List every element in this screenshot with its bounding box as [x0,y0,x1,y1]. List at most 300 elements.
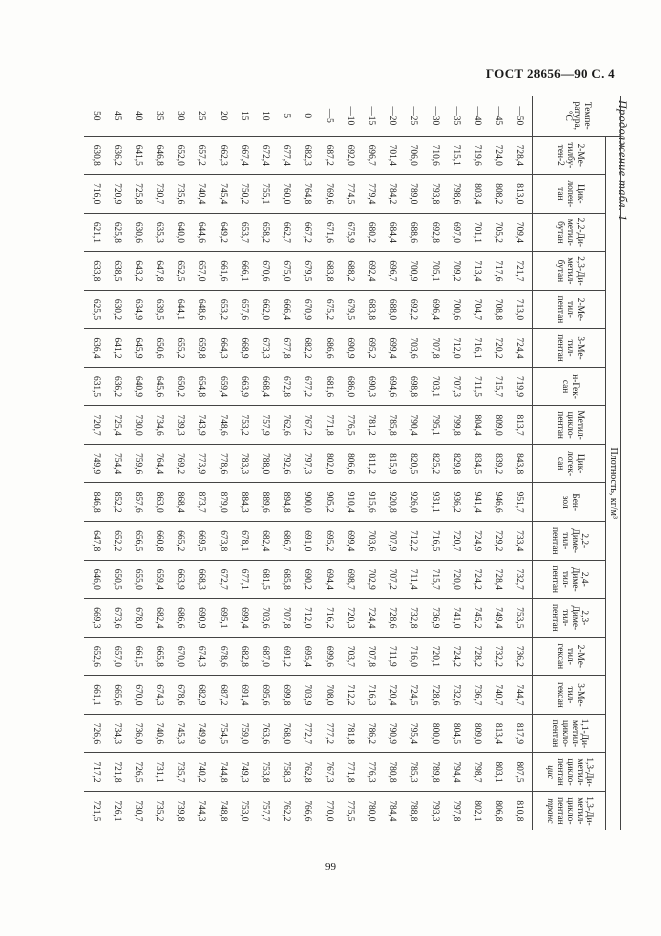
column-header [533,136,606,175]
density-cell: 936,2 [444,483,465,522]
density-cell: 696,7 [360,136,381,175]
column-header-line: пентан [555,295,566,324]
column-header-line: пентан [550,604,561,632]
table-row [127,96,148,830]
density-cell: 712,0 [296,599,317,638]
density-cell: 660,8 [148,521,169,560]
density-cell: 711,9 [381,637,402,676]
density-cell: 674,3 [148,676,169,715]
density-cell: 749,9 [84,444,105,483]
density-cell: 728,4 [487,560,508,599]
density-cell: 740,2 [190,753,211,792]
density-cell: 884,3 [233,483,254,522]
density-cell: 682,3 [296,136,317,175]
density-cell: 659,8 [190,329,211,368]
density-cell: 707,8 [360,637,381,676]
density-cell: 813,4 [487,714,508,753]
density-cell: 813,0 [508,175,533,214]
density-cell: 646,8 [148,136,169,175]
column-header-line: пентан [555,334,566,362]
density-cell: 735,6 [169,175,190,214]
density-cell: 789,0 [402,175,423,214]
temperature-cell: —15 [365,106,376,126]
column-header-line: 3-Ме- [574,336,585,360]
density-cell: 852,2 [105,483,126,522]
density-cell: 749,3 [233,753,254,792]
column-header-line: логек- [564,451,575,477]
column-header-line: цикло- [564,411,575,439]
temperature-cell: 20 [217,111,228,121]
column-header-line: гексан [555,682,566,708]
column-header-line: 1,3-Ди- [584,796,595,826]
density-cell: 764,8 [296,175,317,214]
column-header-line: тил- [560,532,570,550]
column-header-line: сан [555,456,566,471]
column-header [533,406,606,445]
density-cell: 728,6 [381,599,402,638]
temperature-cell: 0 [302,113,313,119]
density-cell: 775,5 [339,791,360,830]
column-header-line: 2,2-Ди- [574,217,585,248]
density-cell: 644,1 [169,290,190,329]
density-cell: 788,0 [254,444,275,483]
density-cell: 720,2 [487,329,508,368]
table-row [317,96,338,830]
density-cell: 716,1 [466,329,487,368]
density-cell: 670,9 [296,290,317,329]
column-header [533,637,606,676]
density-cell: 753,8 [254,753,275,792]
temperature-cell: —30 [429,106,440,126]
density-cell: 653,7 [233,213,254,252]
density-cell: 707,2 [381,560,402,599]
density-cell: 672,8 [275,367,296,406]
density-cell: 709,4 [508,213,533,252]
density-cell: 846,8 [84,483,105,522]
density-cell: 750,2 [233,175,254,214]
density-cell: 726,5 [127,753,148,792]
density-cell: 663,9 [169,560,190,599]
density-cell: 657,6 [233,290,254,329]
density-cell: 778,6 [211,444,232,483]
column-header-line: зол [560,495,570,509]
density-cell: 690,9 [339,329,360,368]
density-cell: 707,3 [444,367,465,406]
density-cell: 730,7 [148,175,169,214]
column-header [533,753,606,792]
column-header-line: пентан [555,411,566,439]
density-cell: 635,3 [148,213,169,252]
header-row-group [606,96,621,830]
density-cell: 655,0 [127,560,148,599]
density-cell: 785,3 [402,753,423,792]
density-cell: 694,6 [381,367,402,406]
column-header-line: 2-Ме- [574,644,585,669]
density-cell: 677,1 [233,560,254,599]
density-cell: 806,6 [339,444,360,483]
density-cell: 740,4 [190,175,211,214]
density-cell: 687,2 [211,676,232,715]
density-cell: 687,0 [254,637,275,676]
density-cell: 729,2 [487,521,508,560]
density-cell: 744,7 [508,676,533,715]
density-cell: 668,9 [233,329,254,368]
column-header-line: цикло- [564,797,575,825]
column-header-line: метил- [574,758,585,786]
density-cell: 799,8 [444,406,465,445]
density-cell: 621,1 [84,213,105,252]
density-cell: 707,8 [275,599,296,638]
density-cell: 683,8 [360,290,381,329]
density-cell: 803,1 [487,753,508,792]
density-cell: 712,2 [339,676,360,715]
density-cell: 736,0 [127,714,148,753]
column-header-line: пентан [555,758,566,786]
temperature-cell: 35 [154,111,165,121]
density-cell: 699,4 [233,599,254,638]
density-cell: 672,4 [254,136,275,175]
column-header-line: 1,3-Ди- [584,757,595,787]
density-cell: 703,9 [296,676,317,715]
column-header-line: тил- [564,686,575,704]
column-header [533,444,606,483]
table-row [381,96,402,830]
density-cell: 655,2 [169,329,190,368]
density-cell: 703,6 [360,521,381,560]
density-cell: 674,3 [190,637,211,676]
density-cell: 697,0 [444,213,465,252]
density-cell: 634,9 [127,290,148,329]
density-cell: 708,8 [487,290,508,329]
density-cell: 713,4 [466,252,487,291]
density-cell: 783,3 [233,444,254,483]
temperature-cell: 45 [111,111,122,121]
density-cell: 748,8 [211,791,232,830]
density-cell: 732,2 [487,637,508,676]
density-cell: 732,6 [444,676,465,715]
density-cell: 650,6 [148,329,169,368]
density-cell: 712,2 [402,521,423,560]
density-cell: 815,9 [381,444,402,483]
density-cell: 735,2 [148,791,169,830]
density-cell: 863,0 [148,483,169,522]
density-cell: 757,9 [254,406,275,445]
density-cell: 781,8 [339,714,360,753]
density-cell: 669,3 [84,599,105,638]
density-cell: 700,9 [402,252,423,291]
density-cell: 739,3 [169,406,190,445]
density-cell: 664,3 [211,329,232,368]
density-cell: 762,6 [275,406,296,445]
density-cell: 702,9 [360,560,381,599]
density-cell: 694,4 [317,560,338,599]
density-cell: 797,8 [444,791,465,830]
density-cell: 716,0 [84,175,105,214]
density-cell: 649,2 [211,213,232,252]
column-header [533,290,606,329]
density-cell: 704,7 [466,290,487,329]
density-cell: 772,7 [296,714,317,753]
column-header [533,213,606,252]
density-cell: 740,6 [148,714,169,753]
density-cell: 661,1 [84,676,105,715]
density-cell: 666,4 [275,290,296,329]
density-cell: 688,6 [402,213,423,252]
temperature-cell: —20 [387,106,398,126]
density-cell: 670,6 [254,252,275,291]
density-cell: 680,2 [360,213,381,252]
density-cell: 762,2 [275,791,296,830]
density-cell: 638,5 [105,252,126,291]
density-cell: 926,0 [402,483,423,522]
column-header-line: пентан [555,797,566,825]
temperature-cell: 25 [196,111,207,121]
density-cell: 703,1 [423,367,444,406]
density-cell: 720,7 [444,521,465,560]
density-cell: 768,0 [275,714,296,753]
density-cell: 802,1 [466,791,487,830]
table-row [233,96,254,830]
temperature-cell: —40 [471,106,482,126]
density-cell: 879,0 [211,483,232,522]
column-header-line: Диме- [569,528,580,554]
density-cell: 767,3 [317,753,338,792]
density-cell: 647,8 [84,521,105,560]
density-cell: 804,4 [466,406,487,445]
density-cell: 703,6 [254,599,275,638]
column-header-line: пентан [550,719,561,748]
temperature-cell: 5 [281,113,292,119]
column-header-line: 2,2- [579,533,590,549]
density-cell: 639,5 [148,290,169,329]
density-cell: 686,0 [339,367,360,406]
density-cell: 810,8 [508,791,533,830]
density-cell: 679,5 [296,252,317,291]
density-cell: 668,3 [190,560,211,599]
density-cell: 686,6 [169,599,190,638]
column-header-line: 2,4- [579,571,590,587]
density-cell: 625,8 [105,213,126,252]
density-cell: 724,0 [487,136,508,175]
density-cell: 640,0 [169,213,190,252]
table-row [360,96,381,830]
density-cell: 665,8 [148,637,169,676]
temperature-header-line: °С [562,110,573,121]
density-cell: 749,9 [190,714,211,753]
density-cell: 715,1 [444,136,465,175]
density-cell: 682,9 [190,676,211,715]
density-cell: 630,6 [127,213,148,252]
density-table [84,96,621,830]
density-cell: 784,2 [381,175,402,214]
density-cell: 839,2 [487,444,508,483]
density-cell: 698,8 [402,367,423,406]
density-cell: 695,4 [296,637,317,676]
density-cell: 656,5 [127,521,148,560]
density-cell: 673,8 [211,521,232,560]
density-cell: 739,8 [169,791,190,830]
density-cell: 652,6 [84,637,105,676]
density-cell: 695,2 [360,329,381,368]
density-cell: 767,2 [296,406,317,445]
density-cell: 813,7 [508,406,533,445]
table-row [211,96,232,830]
density-cell: 662,0 [254,290,275,329]
temperature-header [533,96,621,136]
density-cell: 728,6 [423,676,444,715]
density-cell: 710,6 [423,136,444,175]
density-cell: 699,4 [339,521,360,560]
density-cell: 662,3 [211,136,232,175]
density-cell: 889,6 [254,483,275,522]
table-row [84,96,105,830]
density-cell: 678,1 [233,521,254,560]
table-row [339,96,360,830]
density-cell: 811,2 [360,444,381,483]
density-cell: 720,7 [84,406,105,445]
density-cell: 659,4 [148,560,169,599]
column-header [533,252,606,291]
density-cell: 677,8 [275,329,296,368]
density-cell: 716,2 [317,599,338,638]
temperature-cell: 40 [132,111,143,121]
column-header-line: 2,3- [579,610,590,626]
density-cell: 951,7 [508,483,533,522]
density-cell: 699,6 [317,637,338,676]
temperature-cell: —25 [408,106,419,126]
density-cell: 691,2 [275,637,296,676]
table-row [169,96,190,830]
density-cell: 741,0 [444,599,465,638]
column-header-line: тил- [564,339,575,357]
table-row [466,96,487,830]
density-cell: 684,4 [381,213,402,252]
temperature-header-line: Темпе- [582,101,593,130]
density-cell: 716,0 [402,637,423,676]
density-cell: 665,6 [105,676,126,715]
density-cell: 834,5 [466,444,487,483]
density-cell: 726,1 [105,791,126,830]
column-header [533,483,606,522]
table-row [487,96,508,830]
density-cell: 715,7 [423,560,444,599]
temperature-cell: —5 [323,108,334,123]
density-cell: 692,4 [360,252,381,291]
density-cell: 683,8 [317,252,338,291]
density-cell: 771,8 [339,753,360,792]
density-cell: 688,0 [381,290,402,329]
density-cell: 659,4 [211,367,232,406]
density-cell: 779,4 [360,175,381,214]
density-cell: 661,6 [211,252,232,291]
column-header-line: метил- [564,257,575,285]
column-header-line: транс [545,798,556,824]
density-cell: 690,3 [360,367,381,406]
density-cell: 691,4 [233,676,254,715]
density-cell: 673,3 [254,329,275,368]
density-cell: 755,1 [254,175,275,214]
column-header-line: цикло- [560,719,570,748]
density-cell: 915,6 [360,483,381,522]
density-cell: 798,7 [466,753,487,792]
density-cell: 790,4 [402,406,423,445]
density-cell: 744,8 [211,753,232,792]
column-header [533,329,606,368]
density-cell: 774,5 [339,175,360,214]
density-cell: 652,5 [169,252,190,291]
column-header-line: метил- [574,797,585,825]
density-cell: 760,0 [275,175,296,214]
density-cell: 736,9 [423,599,444,638]
temperature-cell: —45 [493,106,504,126]
column-header-line: Диме- [569,605,580,631]
density-cell: 657,0 [190,252,211,291]
density-cell: 786,2 [360,714,381,753]
density-cell: 630,8 [84,136,105,175]
density-cell: 721,5 [84,791,105,830]
column-header-line: пентан [550,565,561,594]
column-header [533,676,606,715]
column-header-line: тил- [560,570,570,588]
density-cell: 686,7 [275,521,296,560]
table-row [254,96,275,830]
density-cell: 658,2 [254,213,275,252]
column-header-line: бутан [555,259,566,283]
density-cell: 708,0 [317,676,338,715]
density-cell: 678,6 [211,637,232,676]
density-cell: 730,7 [127,791,148,830]
density-table-rotated [91,96,621,830]
density-cell: 931,1 [423,483,444,522]
column-header-line: тан [555,187,566,201]
column-header-line: метил- [564,218,575,246]
density-cell: 705,2 [487,213,508,252]
density-cell: 699,4 [381,329,402,368]
density-cell: 725,4 [105,406,126,445]
density-cell: 797,3 [296,444,317,483]
density-cell: 759,0 [233,714,254,753]
density-cell: 636,2 [105,136,126,175]
density-cell: 817,9 [508,714,533,753]
density-cell: 780,0 [360,791,381,830]
density-cell: 646,0 [84,560,105,599]
density-cell: 701,1 [466,213,487,252]
density-cell: 785,8 [381,406,402,445]
density-cell: 677,4 [275,136,296,175]
density-cell: 717,2 [84,753,105,792]
density-cell: 720,3 [339,599,360,638]
density-cell: 769,2 [169,444,190,483]
density-cell: 770,0 [317,791,338,830]
column-header-line: гексан [555,643,566,670]
density-cell: 692,2 [402,290,423,329]
density-cell: 661,5 [127,637,148,676]
page-number: 99 [325,861,336,873]
table-row [105,96,126,830]
density-cell: 749,4 [487,599,508,638]
density-cell: 720,1 [423,637,444,676]
density-cell: 920,8 [381,483,402,522]
column-header [533,599,606,638]
column-header-line: тилбу- [564,142,575,169]
density-cell: 670,0 [127,676,148,715]
density-cell: 650,2 [169,367,190,406]
density-cell: 662,7 [275,213,296,252]
density-cell: 762,8 [296,753,317,792]
temperature-cell: —35 [450,106,461,126]
density-cell: 647,8 [148,252,169,291]
temperature-cell: 30 [175,111,186,121]
